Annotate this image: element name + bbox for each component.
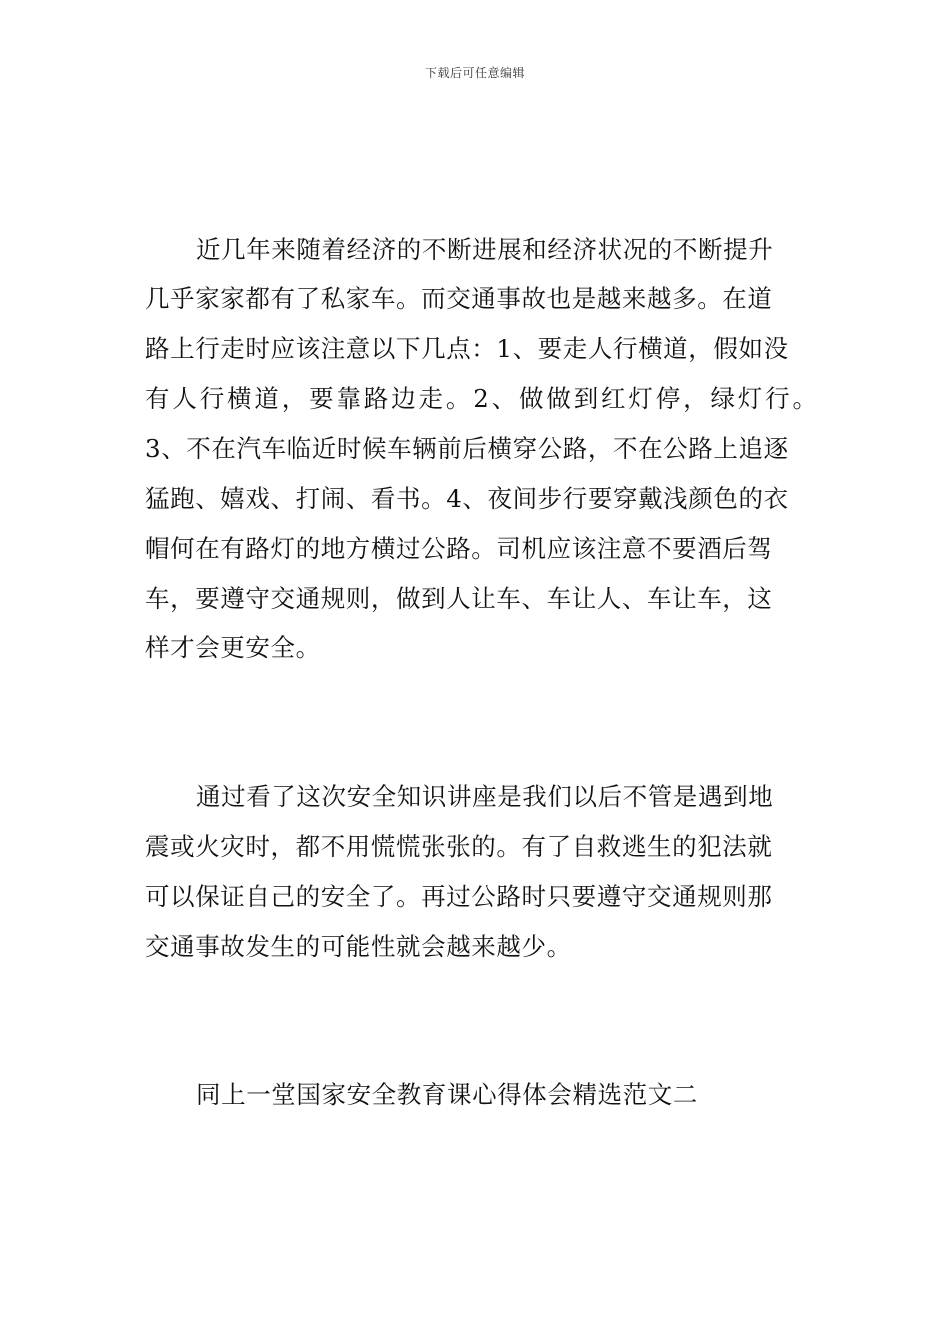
paragraph-1-line-6: 猛跑、嬉戏、打闹、看书。4、夜间步行要穿戴浅颜色的衣 [145,484,789,513]
paragraph-2-line-1: 通过看了这次安全知识讲座是我们以后不管是遇到地 [196,782,774,811]
paragraph-1-line-3: 路上行走时应该注意以下几点：1、要走人行横道，假如没 [145,334,789,363]
section-title: 同上一堂国家安全教育课心得体会精选范文二 [196,1080,698,1109]
paragraph-1-line-9: 样才会更安全。 [145,633,321,662]
paragraph-1-line-1: 近几年来随着经济的不断进展和经济状况的不断提升 [196,235,774,264]
paragraph-1-line-2: 几乎家家都有了私家车。而交通事故也是越来越多。在道 [145,284,773,313]
paragraph-2-line-3: 可以保证自己的安全了。再过公路时只要遵守交通规则那 [145,882,773,911]
paragraph-1-line-8: 车，要遵守交通规则，做到人让车、车让人、车让车，这 [145,584,773,613]
paragraph-1-line-7: 帽何在有路灯的地方横过公路。司机应该注意不要酒后驾 [145,534,773,563]
paragraph-1-line-5: 3、不在汽车临近时候车辆前后横穿公路，不在公路上追逐 [145,434,789,463]
page-header-note: 下载后可任意编辑 [424,66,525,80]
paragraph-2-line-2: 震或火灾时，都不用慌慌张张的。有了自救逃生的犯法就 [145,832,773,861]
paragraph-1-line-4: 有人行横道，要靠路边走。2、做做到红灯停，绿灯行。 [145,384,817,413]
paragraph-2-line-4: 交通事故发生的可能性就会越来越少。 [145,932,572,961]
